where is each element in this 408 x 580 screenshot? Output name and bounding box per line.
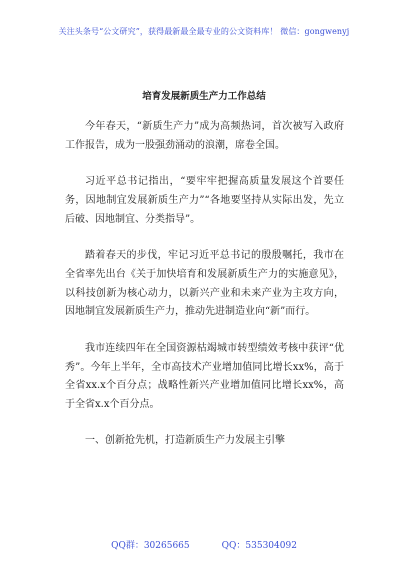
header-promo-note: 关注头条号“公文研究”，获得最新最全最专业的公文资料库！ 微信：gongwenyj: [58, 27, 350, 36]
paragraph-2: 习近平总书记指出，“要牢牢把握高质量发展这个首要任务，因地制宜发展新质生产力”“各地要坚持从实际出发，先立后破、因地制宜、分类指导”。: [65, 176, 344, 225]
footer-qq: QQ：535304092: [221, 541, 297, 551]
paragraph-1: 今年春天，“新质生产力”成为高频热词，首次被写入政府工作报告，成为一股强劲涌动的浪潮，席卷全国。: [65, 121, 344, 151]
section-heading-1: 一、创新抢先机，打造新质生产力发展主引擎: [85, 435, 285, 447]
paragraph-3: 踏着春天的步伐，牢记习近平总书记的殷殷嘱托，我市在全省率先出台《关于加快培育和发展新质生产力的实施意见》，以科技创新为核心动力，以新兴产业和未来产业为主攻方向，因地制宜发展新质生产力，推动先进制造业向“新”而行。: [65, 250, 344, 318]
document-body: [65, 118, 344, 469]
document-title: 培育发展新质生产力工作总结: [142, 91, 266, 102]
footer-contact: [0, 538, 408, 551]
paragraph-4: 我市连续四年在全国资源枯竭城市转型绩效考核中获评“优秀”。今年上半年，全市高技术产业增加值同比增长xx%，高于全省xx.x个百分点；战略性新兴产业增加值同比增长xx%，高于全省x.x个百分点。: [65, 342, 344, 410]
footer-qq-group: QQ群：30265665: [111, 541, 190, 551]
